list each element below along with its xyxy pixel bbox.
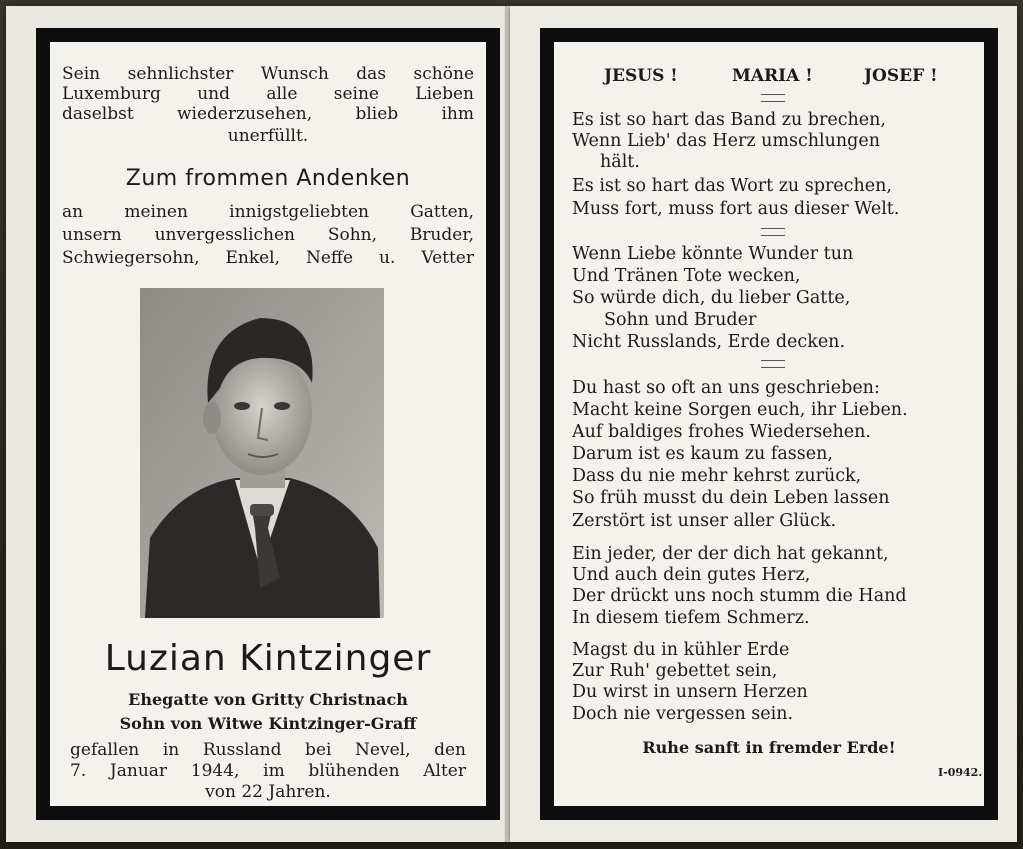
deceased-name: Luzian Kintzinger — [104, 638, 432, 679]
verse-line: Darum ist es kaum zu fassen, — [572, 444, 833, 464]
verse-line: Magst du in kühler Erde — [572, 640, 790, 660]
header-maria: MARIA ! — [732, 66, 813, 86]
print-code: I-0942. — [938, 766, 983, 779]
memorial-card-left-page — [6, 6, 506, 842]
andenken-heading: Zum frommen Andenken — [125, 166, 411, 191]
verse-line: So früh musst du dein Leben lassen — [572, 488, 890, 508]
double-rule-separator — [761, 360, 785, 368]
dedication-line-1: an meinen innigstgeliebten Gatten, — [62, 202, 474, 222]
verse-line: Es ist so hart das Wort zu sprechen, — [572, 176, 892, 196]
intro-line-4: unerfüllt. — [227, 126, 309, 146]
intro-line-1: Sein sehnlichster Wunsch das schöne — [62, 64, 474, 84]
left-page-content — [50, 42, 486, 806]
verse-line: hält. — [600, 152, 640, 172]
verse-line: Der drückt uns noch stumm die Hand — [572, 586, 907, 606]
verse-line: Du hast so oft an uns geschrieben: — [572, 378, 880, 398]
intro-line-2: Luxemburg und alle seine Lieben — [62, 84, 474, 104]
death-line-3: von 22 Jahren. — [205, 782, 331, 802]
double-rule-separator — [761, 94, 785, 102]
verse-line: Du wirst in unsern Herzen — [572, 682, 808, 702]
dedication-line-2: unsern unvergesslichen Sohn, Bruder, — [62, 225, 474, 245]
verse-line: Und auch dein gutes Herz, — [572, 565, 811, 585]
header-josef: JOSEF ! — [864, 66, 938, 86]
memorial-card-right-page — [510, 6, 1017, 842]
double-rule-separator — [761, 228, 785, 236]
verse-line: Es ist so hart das Band zu brechen, — [572, 110, 886, 130]
verse-line: Dass du nie mehr kehrst zurück, — [572, 466, 862, 486]
verse-line: Nicht Russlands, Erde decken. — [572, 332, 846, 352]
verse-line: Auf baldiges frohes Wiedersehen. — [572, 422, 871, 442]
verse-line: Ein jeder, der der dich hat gekannt, — [572, 544, 889, 564]
intro-line-3: daselbst wiederzusehen, blieb ihm — [62, 104, 474, 124]
verse-line: Und Tränen Tote wecken, — [572, 266, 801, 286]
death-line-2: 7. Januar 1944, im blühenden Alter — [70, 761, 466, 781]
verse-line: Zur Ruh' gebettet sein, — [572, 661, 778, 681]
verse-line: Sohn und Bruder — [604, 310, 757, 330]
closing-line: Ruhe sanft in fremder Erde! — [642, 738, 896, 757]
parent-line: Sohn von Witwe Kintzinger-Graff — [119, 714, 417, 733]
death-line-1: gefallen in Russland bei Nevel, den — [70, 740, 466, 760]
portrait-photo — [140, 288, 384, 618]
verse-line: Wenn Liebe könnte Wunder tun — [572, 244, 854, 264]
dedication-line-3: Schwiegersohn, Enkel, Neffe u. Vetter — [62, 248, 474, 268]
verse-line: Muss fort, muss fort aus dieser Welt. — [572, 199, 900, 219]
header-jesus: JESUS ! — [604, 66, 678, 86]
verse-line: So würde dich, du lieber Gatte, — [572, 288, 851, 308]
spouse-line: Ehegatte von Gritty Christnach — [128, 690, 408, 709]
verse-line: In diesem tiefem Schmerz. — [572, 608, 810, 628]
verse-line: Doch nie vergessen sein. — [572, 704, 794, 724]
verse-line: Zerstört ist unser aller Glück. — [572, 511, 837, 531]
verse-line: Macht keine Sorgen euch, ihr Lieben. — [572, 400, 908, 420]
verse-line: Wenn Lieb' das Herz umschlungen — [572, 131, 881, 151]
right-page-content — [554, 42, 984, 806]
